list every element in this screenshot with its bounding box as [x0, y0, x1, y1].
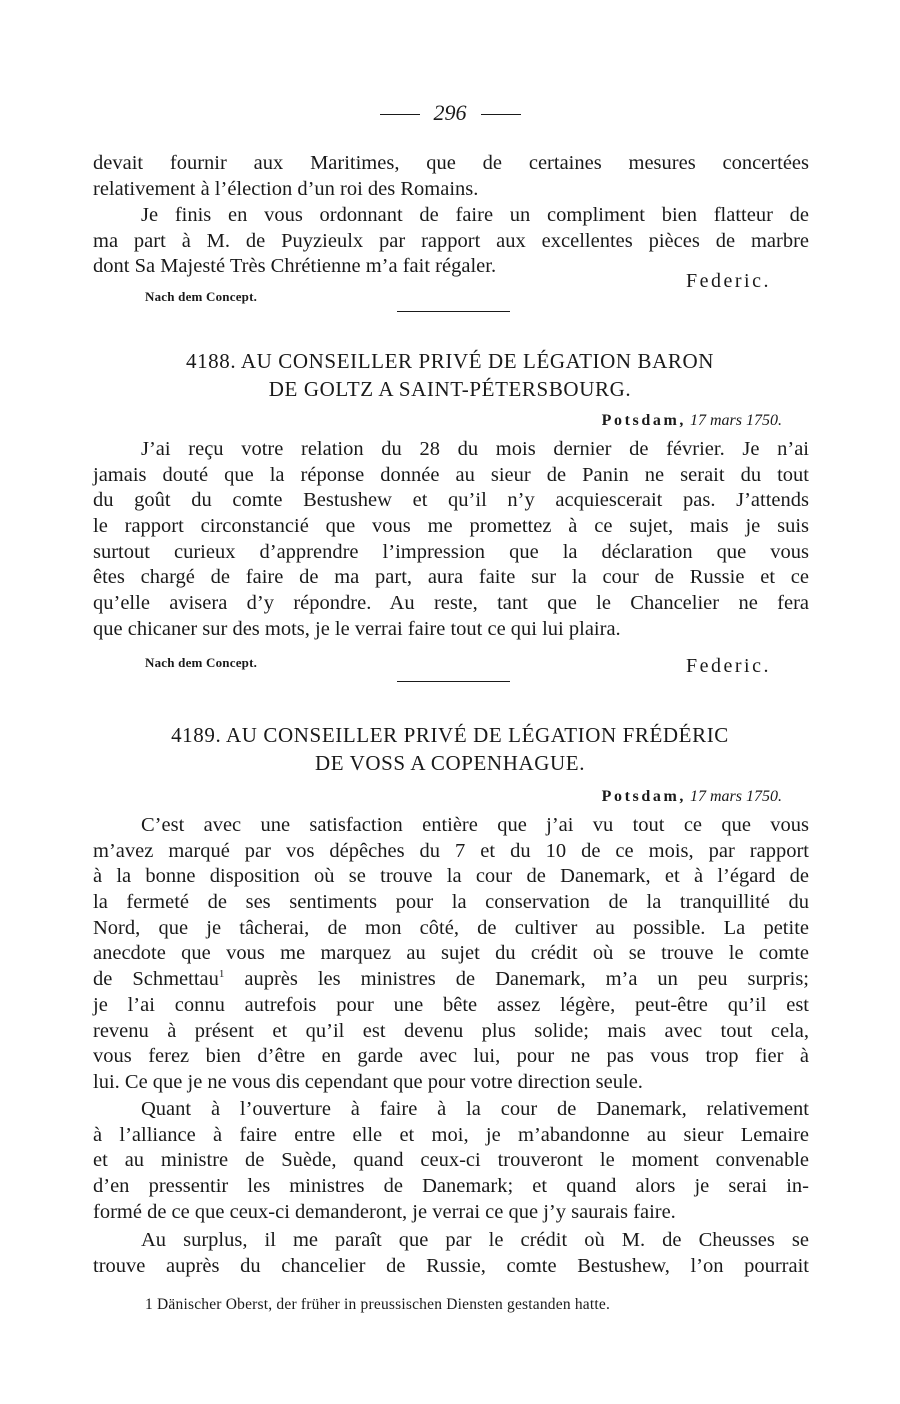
signature: Federic.: [686, 655, 771, 677]
text-line-with-footnote: [93, 967, 809, 993]
letter-heading-4189: [0, 721, 900, 777]
footnote-reference[interactable]: 1: [218, 968, 225, 981]
text-line: Je finis en vous ordonnant de faire un compliment bien flatteur de: [141, 204, 809, 226]
text-line: devait fournir aux Maritimes, que de certaines mesures concertées: [93, 152, 809, 174]
page-number-dash-right: [481, 114, 521, 115]
continuation-paragraph: [93, 151, 809, 202]
section-divider: [397, 311, 510, 312]
text-line: formé de ce que ceux-ci demanderont, je verrai ce que j’y saurais faire.: [93, 1200, 676, 1223]
text-line: et au ministre de Suède, quand ceux-ci trouveront le moment convenable: [93, 1149, 809, 1172]
text-line: du goût du comte Bestushew et qu’il n’y acquiescerait pas. J’attends: [93, 489, 809, 512]
text-line: jamais douté que la réponse donnée au sieur de Panin ne serait du tout: [93, 463, 809, 486]
dateline-place: Potsdam,: [601, 788, 686, 805]
heading-line: DE VOSS A COPENHAGUE.: [314, 751, 586, 775]
text-line: Quant à l’ouverture à faire à la cour de Danemark, relativement: [141, 1098, 809, 1120]
text-line: à la bonne disposition où se trouve la cour de Danemark, et à l’égard de: [93, 865, 809, 888]
text-line: à l’alliance à faire entre elle et moi, je m’abandonne au sieur Lemaire: [93, 1123, 809, 1146]
signature: Federic.: [686, 270, 771, 292]
text-line: trouve auprès du chancelier de Russie, comte Bestushew, l’on pourrait: [93, 1254, 809, 1277]
text-line: m’avez marqué par vos dépêches du 7 et du 10 de ce mois, par rapport: [93, 839, 809, 862]
closing-paragraph: [93, 203, 809, 280]
text-line: surtout curieux d’apprendre l’impression que la déclaration que vous: [93, 540, 809, 563]
text-line: je l’ai connu autrefois pour une bête assez légère, peut-être qu’il est: [93, 993, 809, 1016]
text-line: C’est avec une satisfaction entière que j’ai vu tout ce que vous: [141, 814, 809, 836]
text-line: lui. Ce que je ne vous dis cependant que pour votre direction seule.: [93, 1070, 643, 1093]
section-divider: [397, 681, 510, 682]
text-line: anecdote que vous me marquez au sujet du crédit où se trouve le comte: [93, 942, 809, 965]
heading-line: 4188. AU CONSEILLER PRIVÉ DE LÉGATION BARON: [185, 349, 715, 373]
text-line: revenu à présent et qu’il est devenu plus solide; mais avec tout cela,: [93, 1019, 809, 1042]
dateline-4189: [602, 788, 782, 806]
dateline-place: Potsdam,: [601, 412, 686, 429]
text-line: le rapport circonstancié que vous me promettez à ce sujet, mais je suis: [93, 515, 809, 538]
page-number-dash-left: [380, 114, 420, 115]
dateline-date: 17 mars 1750.: [689, 788, 782, 805]
letter-body-4189-para3: [93, 1228, 809, 1279]
text-line: Au surplus, il me paraît que par le crédit où M. de Cheusses se: [141, 1229, 809, 1251]
text-line: relativement à l’élection d’un roi des Romains.: [93, 177, 479, 200]
footnote-marker: 1: [145, 1296, 153, 1313]
page-number-value: 296: [433, 100, 467, 125]
source-note: Nach dem Concept.: [145, 289, 258, 304]
text-line: que chicaner sur des mots, je le verrai faire tout ce qui lui plaira.: [93, 617, 621, 640]
footnote-text: Dänischer Oberst, der früher in preussischen Diensten gestanden hatte.: [157, 1296, 611, 1313]
text-line: ma part à M. de Puyzieulx par rapport aux excellentes pièces de marbre: [93, 229, 809, 252]
dateline-date: 17 mars 1750.: [689, 412, 782, 429]
text-line: dont Sa Majesté Très Chrétienne m’a fait régaler.: [93, 255, 497, 278]
text-fragment: auprès les ministres de Danemark, m’a un peu surpris;: [244, 968, 809, 991]
text-line: qu’elle avisera d’y répondre. Au reste, tant que le Chancelier ne fera: [93, 592, 809, 615]
letter-body-4188: [93, 437, 809, 643]
text-line: Nord, que je tâcherai, de mon côté, de cultiver au possible. La petite: [93, 916, 809, 939]
text-line: d’en pressentir les ministres de Danemark; et quand alors je serai in-: [93, 1175, 809, 1198]
letter-body-4189-para2: [93, 1097, 809, 1225]
source-note: Nach dem Concept.: [145, 655, 258, 670]
dateline-4188: [602, 412, 782, 430]
letter-body-4189-para1: [93, 813, 809, 1096]
text-line: la fermeté de ses sentiments pour la conservation de la tranquillité du: [93, 891, 809, 914]
text-fragment: de Schmettau: [93, 968, 219, 991]
heading-line: DE GOLTZ A SAINT-PÉTERSBOURG.: [268, 377, 632, 401]
heading-line: 4189. AU CONSEILLER PRIVÉ DE LÉGATION FRÉDÉRIC: [171, 723, 729, 747]
text-line: J’ai reçu votre relation du 28 du mois dernier de février. Je n’ai: [141, 438, 809, 460]
text-line: vous ferez bien d’être en garde avec lui, pour ne pas vous trop fier à: [93, 1045, 809, 1068]
footnote: [145, 1296, 610, 1314]
page-number: [0, 100, 900, 126]
letter-heading-4188: [0, 347, 900, 403]
text-line: êtes chargé de faire de ma part, aura faite sur la cour de Russie et ce: [93, 566, 809, 589]
